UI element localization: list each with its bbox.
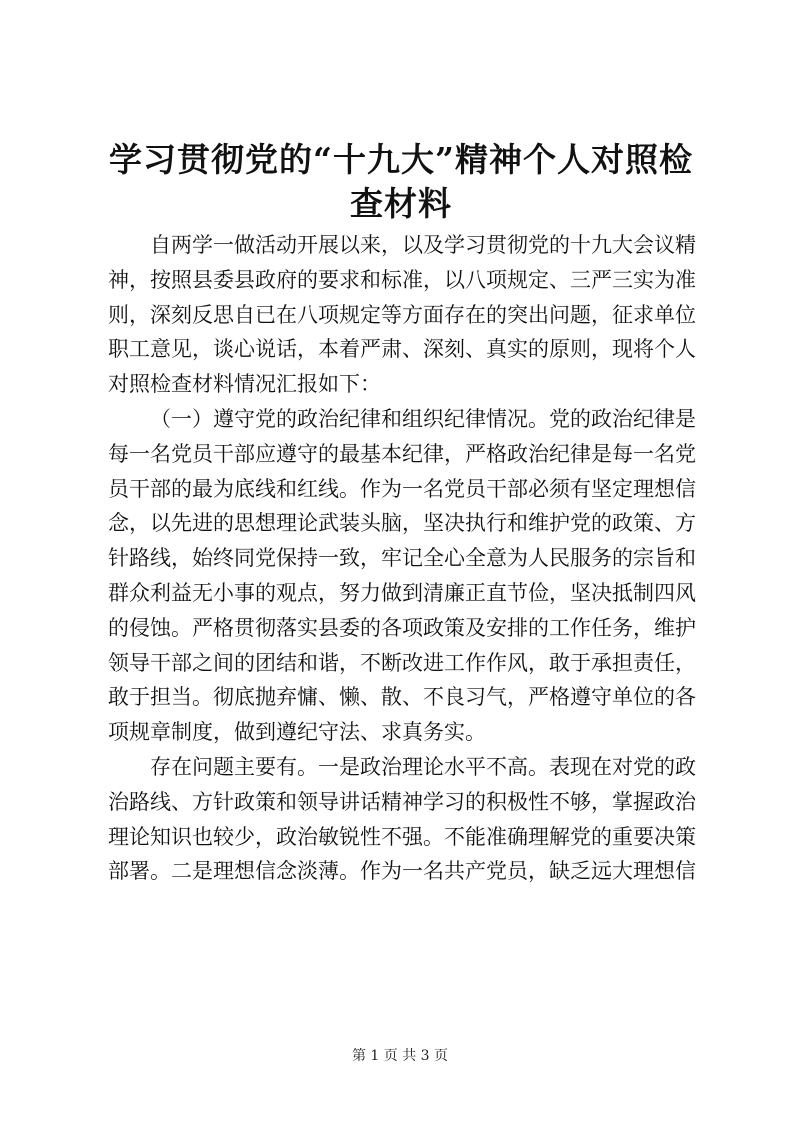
document-title: 学习贯彻党的“十九大”精神个人对照检查材料 [109, 140, 693, 223]
paragraph-section-one: （一）遵守党的政治纪律和组织纪律情况。党的政治纪律是每一名党员干部应遵守的最基本纪律，严格政治纪律是每一名党员干部的最为底线和红线。作为一名党员干部必须有坚定理想信念，以先进的思想理论武装头脑，坚决执行和维护党的政策、方针路线，始终同党保持一致，牢记全心全意为人民服务的宗旨和群众利益无小事的观点，努力做到清廉正直节俭，坚决抵制四风的侵蚀。严格贯彻落实县委的各项政策及安排的工作任务，维护领导干部之间的团结和谐，不断改进工作作风，敢于承担责任，敢于担当。彻底抛弃慵、懒、散、不良习气，严格遵守单位的各项规章制度，做到遵纪守法、求真务实。 [108, 406, 696, 745]
page-footer: 第 1 页 共 3 页 [351, 1048, 449, 1064]
document-body [108, 228, 696, 889]
paragraph-problems: 存在问题主要有。一是政治理论水平不高。表现在对党的政治路线、方针政策和领导讲话精神学习的积极性不够，掌握政治理论知识也较少，政治敏锐性不强。不能准确理解党的重要决策部署。二是理想信念淡薄。作为一名共产党员，缺乏远大理想信 [108, 754, 696, 884]
paragraph-intro: 自两学一做活动开展以来，以及学习贯彻党的十九大会议精神，按照县委县政府的要求和标准，以八项规定、三严三实为准则，深刻反思自已在八项规定等方面存在的突出问题，征求单位职工意见，谈心说话，本着严肃、深刻、真实的原则，现将个人对照检查材料情况汇报如下： [108, 233, 696, 397]
